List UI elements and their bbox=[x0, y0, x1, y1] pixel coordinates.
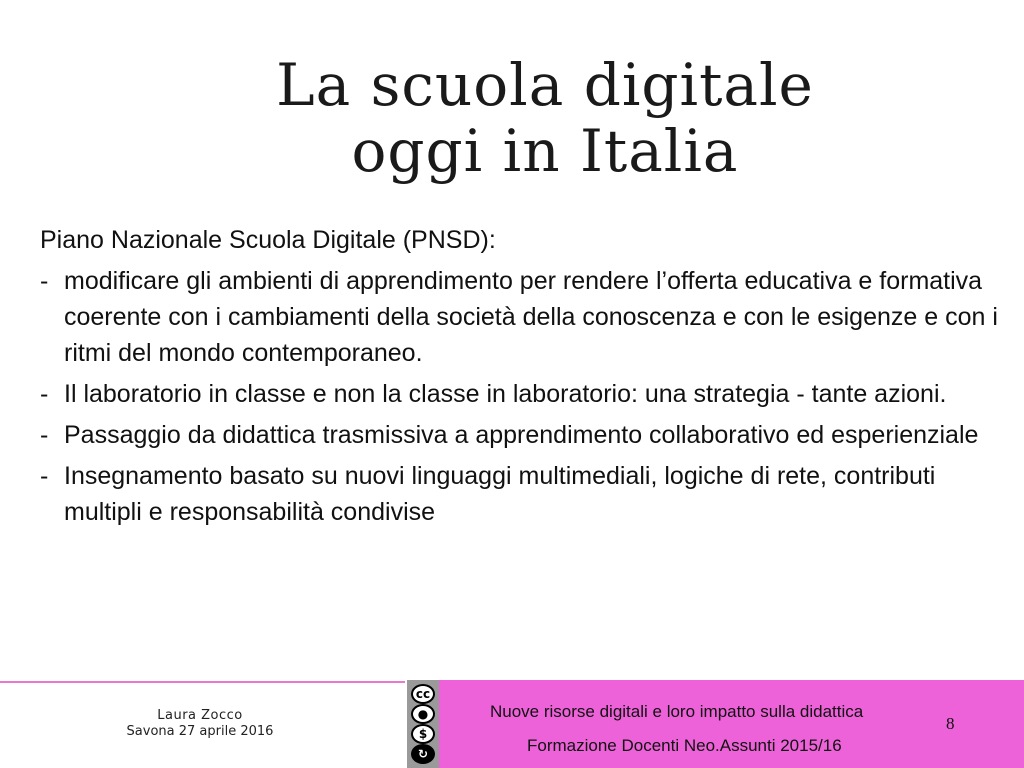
footer-course-title: Nuove risorse digitali e loro impatto sulla didattica bbox=[490, 702, 864, 721]
bullet-dash: - bbox=[40, 267, 49, 295]
license-badge bbox=[407, 680, 439, 768]
title-line-2: oggi in Italia bbox=[351, 117, 739, 185]
page-number: 8 bbox=[946, 714, 955, 733]
cc-icon: cc bbox=[411, 684, 435, 704]
title-line-1: La scuola digitale bbox=[276, 51, 814, 119]
list-item bbox=[40, 417, 1005, 453]
bullet-text: Passaggio da didattica trasmissiva a apprendimento collaborativo ed esperienziale bbox=[64, 421, 979, 449]
by-icon: ● bbox=[411, 704, 435, 724]
list-item bbox=[40, 263, 1005, 371]
list-item bbox=[40, 376, 1005, 412]
intro-text: Piano Nazionale Scuola Digitale (PNSD): bbox=[40, 226, 496, 254]
slide-body bbox=[40, 222, 1005, 530]
bullet-dash: - bbox=[40, 380, 49, 408]
slide-title bbox=[200, 52, 890, 184]
list-item bbox=[40, 458, 1005, 530]
bullet-text: modificare gli ambienti di apprendimento per rendere l’offerta educativa e formativa coerente con i cambiamenti della società della conoscenza e con le esigenze e con i ritmi del mondo contemporaneo. bbox=[64, 267, 998, 367]
footer-author: Laura Zocco bbox=[157, 708, 243, 723]
bullet-text: Insegnamento basato su nuovi linguaggi multimediali, logiche di rete, contributi multipli e responsabilità condivise bbox=[64, 462, 936, 526]
bullet-text: Il laboratorio in classe e non la classe in laboratorio: una strategia - tante azioni. bbox=[64, 380, 947, 408]
footer-author-block bbox=[110, 708, 290, 740]
nc-icon: $ bbox=[411, 724, 435, 744]
bullet-dash: - bbox=[40, 421, 49, 449]
footer-divider bbox=[0, 681, 405, 683]
footer-course-subtitle: Formazione Docenti Neo.Assunti 2015/16 bbox=[527, 736, 842, 755]
bullet-dash: - bbox=[40, 462, 49, 490]
footer-date: Savona 27 aprile 2016 bbox=[126, 724, 274, 739]
sa-icon: ↻ bbox=[411, 744, 435, 764]
bullet-list bbox=[40, 263, 1005, 530]
